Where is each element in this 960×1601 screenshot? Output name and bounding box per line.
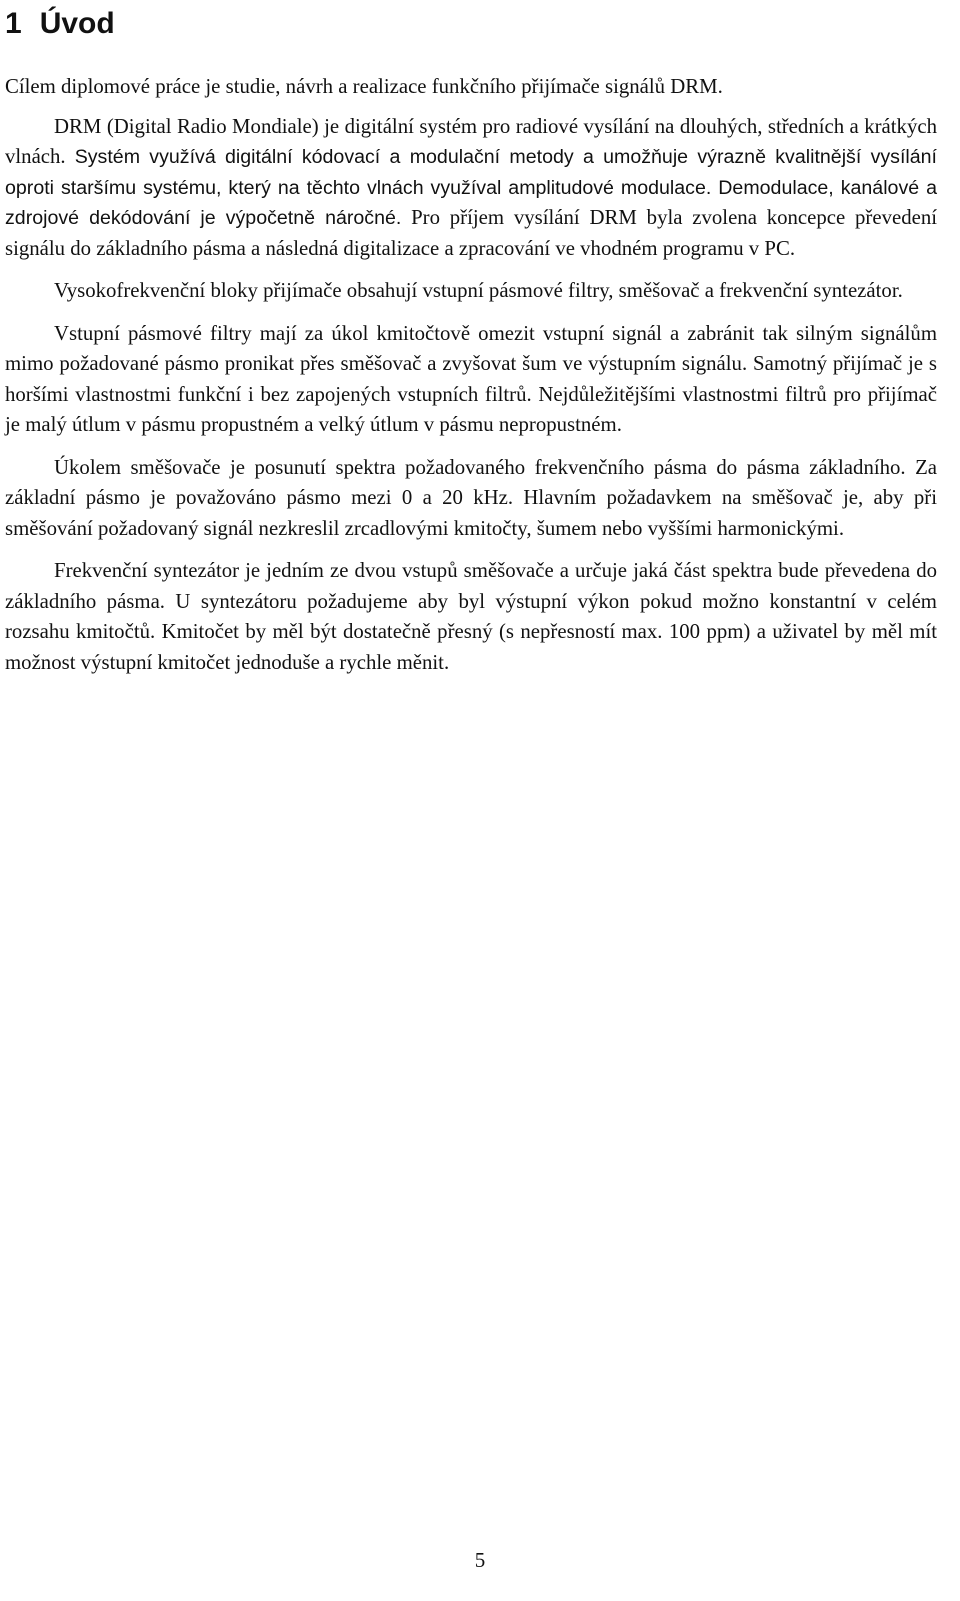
section-title: Úvod [39,7,115,40]
paragraph-mixer: Úkolem směšovače je posunutí spektra požadovaného frekvenčního pásma do pásma základního. Za základní pásmo je považováno pásmo mezi 0 a 20 kHz. Hlavním požadavkem na směšovač je, aby při směšování požadovaný signál nezkreslil zrcadlovými kmitočty, šumem nebo vyššími harmonickými. [5,455,937,540]
paragraph-drm-part3: Pro příjem vysílání DRM byla zvolena koncepce převedení signálu do základního pásma a následná digitalizace a zpracování ve vhodném programu v PC. [5,206,937,260]
page-number: 5 [474,1548,486,1572]
section-number: 1 [5,7,22,40]
section-heading [5,6,937,42]
document-page [5,0,937,678]
paragraph-synthesizer: Frekvenční syntezátor je jedním ze dvou vstupů směšovače a určuje jaká část spektra bude převedena do základního pásma. U syntezátoru požadujeme aby byl výstupní výkon pokud možno konstantní v celém rozsahu kmitočtů. Kmitočet by měl být dostatečně přesný (s nepřesností max. 100 ppm) a uživatel by měl mít možnost výstupní kmitočet jednoduše a rychle měnit. [5,559,937,674]
paragraph-drm-part2: Systém využívá digitální kódovací a modulační metody a umožňuje výrazně kvalitnější vysílání oproti staršímu systému, který na těchto vlnách využíval amplitudové modulace. Demodulace, kanálové a zdrojové dekódování je výpočetně náročné. [5,146,937,229]
paragraph-intro: Cílem diplomové práce je studie, návrh a realizace funkčního přijímače signálů DRM. [5,75,723,98]
paragraph-drm-part1: DRM (Digital Radio Mondiale) je digitální systém pro radiové vysílání na dlouhých, středních a krátkých vlnách. [5,114,937,168]
paragraph-hf-blocks: Vysokofrekvenční bloky přijímače obsahují vstupní pásmové filtry, směšovač a frekvenční syntezátor. [54,279,903,302]
paragraph-filters: Vstupní pásmové filtry mají za úkol kmitočtově omezit vstupní signál a zabránit tak silným signálům mimo požadované pásmo pronikat přes směšovač a zvyšovat šum ve výstupním signálu. Samotný přijímač je s horšími vlastnostmi funkční i bez zapojených vstupních filtrů. Nejdůležitějšími vlastnostmi filtrů pro přijímač je malý útlum v pásmu propustném a velký útlum v pásmu nepropustném. [5,321,937,436]
document-body [5,72,937,678]
paragraph-drm [5,112,937,265]
